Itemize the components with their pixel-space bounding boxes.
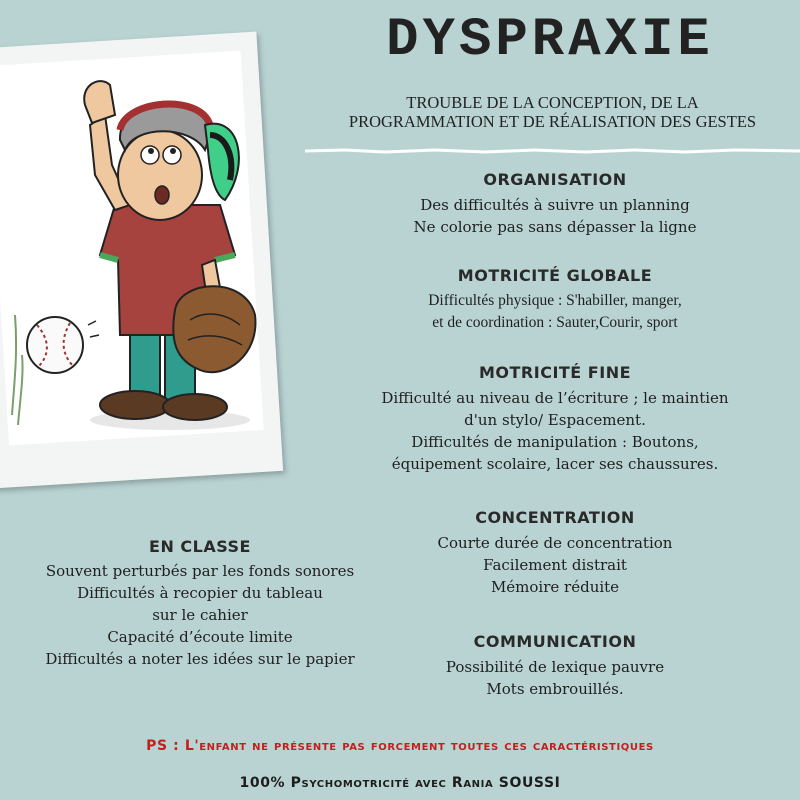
section-communication [380,632,730,700]
section-line: Difficultés a noter les idées sur le papier [45,650,355,668]
section-line: Facilement distrait [483,556,627,574]
section-organisation [345,170,765,238]
section-heading: COMMUNICATION [473,632,637,651]
section-line: Capacité d’écoute limite [107,628,293,646]
subtitle-line: PROGRAMMATION ET DE RÉALISATION DES GESTES [348,112,757,131]
section-heading: MOTRICITÉ FINE [478,363,632,382]
cartoon-boy-illustration [10,55,285,440]
section-motricite-globale [345,266,765,334]
disclaimer-note: PS : L'enfant ne présente pas forcement toutes ces caractéristiques [146,738,654,754]
section-line: Difficultés à recopier du tableau [77,584,323,602]
section-heading: ORGANISATION [483,170,627,189]
author-credit: 100% Psychomotricité avec Rania SOUSSI [239,775,561,791]
section-en-classe [5,537,395,670]
section-line: Possibilité de lexique pauvre [445,658,665,676]
section-line: Courte durée de concentration [437,534,673,552]
section-line: Difficultés physique : S'habiller, manger, [428,292,682,309]
section-line: Mémoire réduite [490,578,620,596]
section-line: et de coordination : Sauter,Courir, sport [432,314,678,331]
section-heading: MOTRICITÉ GLOBALE [457,266,653,285]
section-heading: EN CLASSE [149,537,251,556]
section-line: Des difficultés à suivre un planning [420,196,690,214]
section-heading: CONCENTRATION [475,508,635,527]
section-line: Difficultés de manipulation : Boutons, [411,433,699,451]
section-concentration [380,508,730,598]
section-motricite-fine [325,363,785,475]
section-line: équipement scolaire, lacer ses chaussures. [391,455,719,473]
page-title: DYSPRAXIE [386,10,714,71]
section-line: Ne colorie pas sans dépasser la ligne [413,218,697,236]
section-line: Difficulté au niveau de l’écriture ; le maintien [381,389,729,407]
section-line: Souvent perturbés par les fonds sonores [45,562,355,580]
section-line: Mots embrouillés. [486,680,624,698]
section-line: sur le cahier [152,606,248,624]
divider [305,147,800,155]
subtitle-line: TROUBLE DE LA CONCEPTION, DE LA [406,93,699,112]
page-subtitle [315,93,790,131]
section-line: d'un stylo/ Espacement. [464,411,646,429]
